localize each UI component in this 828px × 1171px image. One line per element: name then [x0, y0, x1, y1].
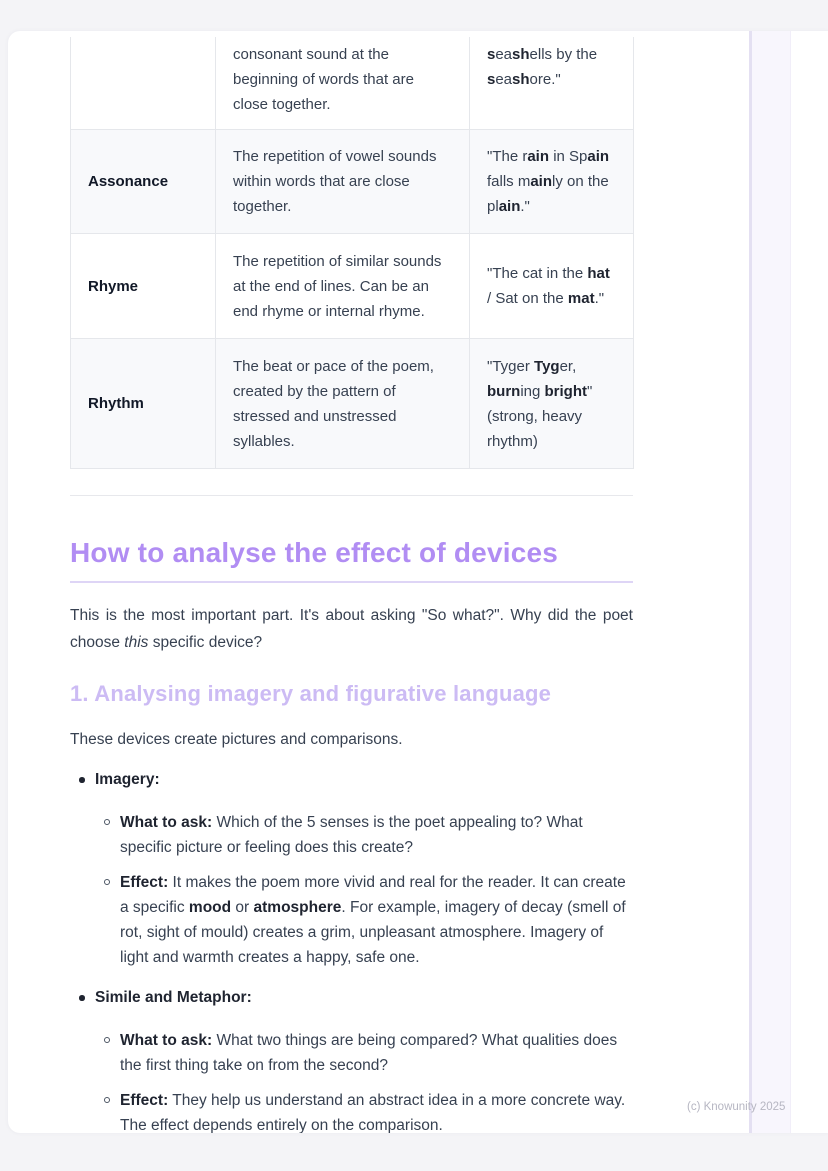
definition-cell: The repetition of similar sounds at the end of lines. Can be an end rhyme or internal rhyme. [216, 234, 470, 339]
list-item [70, 985, 633, 1010]
text-segment: ells by the [529, 46, 598, 63]
text-segment: ain [527, 148, 550, 165]
bullet-dot-icon [79, 777, 85, 783]
text-segment: What two things are being compared? What qualities does the first thing take on from the second? [120, 1032, 618, 1074]
list-subitem [70, 810, 633, 860]
list-subitem [70, 1088, 633, 1133]
poetic-devices-table [70, 37, 634, 469]
text-segment: They help us understand an abstract idea in a more concrete way. The effect depends entirely on the comparison. [120, 1092, 626, 1133]
bullet-dot-icon [79, 995, 85, 1001]
text-segment: ain [530, 173, 553, 190]
text-segment: / Sat on the [487, 290, 568, 307]
example-cell [470, 37, 634, 130]
bullet-circle-icon [104, 1097, 110, 1103]
term-cell [71, 37, 216, 130]
list-subitem-text [120, 814, 583, 856]
example-cell [470, 130, 634, 234]
list-subitem [70, 1028, 633, 1078]
page-edge-strip [749, 31, 791, 1133]
text-segment: ly on the pl [487, 173, 609, 215]
example-cell [470, 339, 634, 469]
text-segment: bright [544, 382, 588, 400]
term-cell: Rhyme [71, 234, 216, 339]
text-segment: ain [498, 198, 521, 215]
text-segment: ea [495, 71, 513, 88]
text-segment: ore." [529, 71, 561, 88]
text-segment: ain [587, 148, 610, 165]
intro-paragraph [70, 602, 633, 656]
text-segment: Effect: [120, 874, 169, 891]
definition-cell: consonant sound at the beginning of words that are close together. [216, 37, 470, 130]
text-segment: sh [512, 46, 530, 63]
text-segment: falls m [487, 173, 531, 190]
list-item [70, 767, 633, 792]
text-segment: What to ask: [120, 814, 213, 831]
text-segment: It makes the poem more vivid and real for the reader. It can create a specific [120, 874, 626, 916]
text-segment: "Tyger [487, 357, 535, 375]
text-segment: Which of the 5 senses is the poet appealing to? What specific picture or feeling does this create? [120, 814, 583, 856]
text-segment: hat [587, 265, 610, 282]
copyright-watermark: (c) Knowunity 2025 [687, 1101, 786, 1113]
bullet-circle-icon [104, 879, 110, 885]
section-heading: How to analyse the effect of devices [70, 537, 559, 568]
text-segment: What to ask: [120, 1032, 213, 1049]
bullet-circle-icon [104, 819, 110, 825]
term-cell: Rhythm [71, 339, 216, 469]
table-row [71, 130, 634, 234]
table-row [71, 339, 634, 469]
text-segment: . For example, imagery of decay (smell of rot, sight of mould) creates a grim, unpleasant atmosphere. Imagery of light and warmth creates a happy, safe one. [120, 899, 626, 966]
list-subitem-text [120, 1032, 617, 1074]
text-segment: ing [520, 382, 545, 400]
text-segment: burn [487, 382, 521, 400]
list-item-title: Imagery: [95, 771, 160, 788]
lead-paragraph: These devices create pictures and comparisons. [70, 731, 403, 748]
text-segment: atmosphere [253, 899, 342, 916]
list-item-title: Simile and Metaphor: [95, 989, 252, 1006]
text-segment: This is the most important part. It's about asking "So what?". Why did the poet choose [70, 607, 633, 651]
text-segment: "The cat in the [487, 265, 588, 282]
definition-cell: The beat or pace of the poem, created by the pattern of stressed and unstressed syllables. [216, 339, 470, 469]
example-cell [470, 234, 634, 339]
term-cell: Assonance [71, 130, 216, 234]
text-segment: ea [495, 46, 513, 63]
list-subitem-text [120, 1092, 625, 1133]
text-segment: sh [512, 71, 530, 88]
text-segment: or [231, 899, 254, 916]
text-segment: ." [520, 198, 530, 215]
text-segment: this [124, 634, 149, 651]
text-segment: mood [188, 899, 232, 916]
table-row [71, 234, 634, 339]
text-segment: specific device? [148, 634, 263, 651]
document-content [70, 37, 633, 1133]
heading-underline [70, 581, 633, 583]
table-row [71, 37, 634, 130]
definition-cell: The repetition of vowel sounds within words that are close together. [216, 130, 470, 234]
text-segment: Tyg [534, 357, 560, 375]
text-segment: Effect: [120, 1092, 169, 1109]
bullet-circle-icon [104, 1037, 110, 1043]
text-segment: s [487, 46, 496, 63]
text-segment: mat [567, 290, 595, 307]
subsection-heading: 1. Analysing imagery and figurative language [70, 681, 552, 706]
text-segment: " (strong, heavy rhythm) [487, 382, 593, 450]
list-subitem [70, 870, 633, 970]
section-divider [70, 495, 633, 496]
text-segment: ." [594, 290, 605, 307]
text-segment: s [487, 71, 496, 88]
text-segment: er, [559, 357, 577, 375]
text-segment: "The r [487, 148, 528, 165]
text-segment: in Sp [549, 148, 588, 165]
list-subitem-text [120, 874, 626, 966]
document-page [8, 31, 828, 1133]
